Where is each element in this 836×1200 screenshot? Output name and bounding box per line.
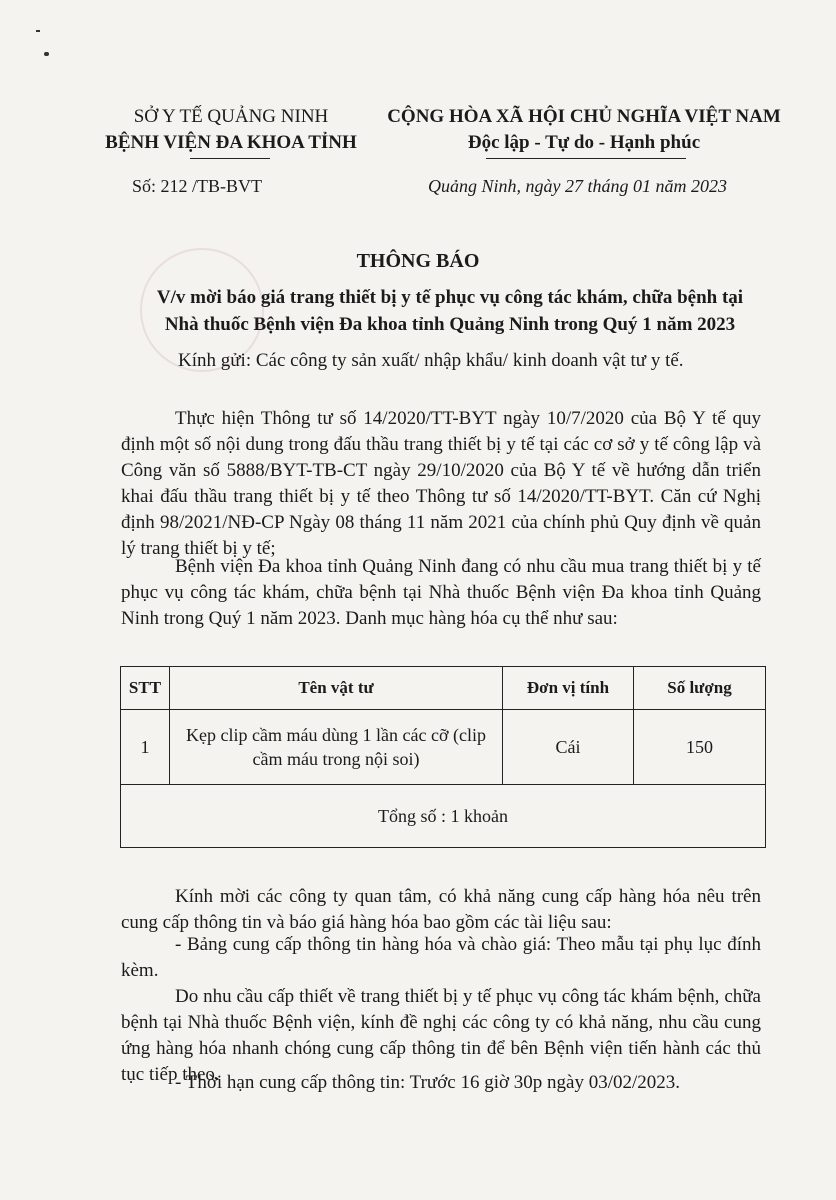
bullet-deadline: - Thời hạn cung cấp thông tin: Trước 16 giờ 30p ngày 03/02/2023.	[175, 1072, 681, 1093]
paragraph-need: Bệnh viện Đa khoa tỉnh Quảng Ninh đang có nhu cầu mua trang thiết bị y tế phục vụ công tác khám, chữa bệnh tại Nhà thuốc Bệnh viện Đa khoa tỉnh Quảng Ninh trong Quý 1 năm 2023. Danh mục hàng hóa cụ thể như sau:	[121, 556, 761, 629]
scan-speck	[44, 52, 49, 56]
document-subject	[110, 284, 790, 338]
table-total-row	[121, 785, 766, 848]
cell-stt: 1	[121, 710, 170, 785]
scan-speck	[36, 30, 40, 32]
paragraph-legal-basis: Thực hiện Thông tư số 14/2020/TT-BYT ngày 10/7/2020 của Bộ Y tế quy định một số nội dung trong đấu thầu trang thiết bị y tế tại các cơ sở y tế công lập và Công văn số 5888/BYT-TB-CT ngày 29/10/2020 của Bộ Y tế về hướng dẫn triển khai đấu thầu trang thiết bị y tế theo Thông tư số 14/2020/TT-BYT. Căn cứ Nghị định 98/2021/NĐ-CP Ngày 08 tháng 11 năm 2021 của chính phủ Quy định về quản lý trang thiết bị y tế;	[121, 408, 761, 559]
document-number: Số: 212 /TB-BVT	[132, 176, 263, 196]
cell-total: Tổng số : 1 khoản	[121, 785, 766, 848]
cell-unit: Cái	[503, 710, 634, 785]
paragraph-request: Do nhu cầu cấp thiết về trang thiết bị y tế phục vụ công tác khám bệnh, chữa bệnh tại Nhà thuốc Bệnh viện, kính đề nghị các công ty có khả năng, nhu cầu cung ứng hàng hóa nhanh chóng cung cấp thông tin để bên Bệnh viện tiến hành các thủ tục tiếp theo.	[121, 986, 761, 1085]
header-unit: Đơn vị tính	[503, 667, 634, 710]
org-line-2: BỆNH VIỆN ĐA KHOA TỈNH	[105, 132, 357, 153]
header-stt: STT	[121, 667, 170, 710]
issuing-organization	[96, 104, 366, 156]
subject-line-2: Nhà thuốc Bệnh viện Đa khoa tỉnh Quảng Ninh trong Quý 1 năm 2023	[164, 314, 736, 335]
table-header-row	[121, 667, 766, 710]
org-underline	[190, 158, 270, 159]
header-quantity: Số lượng	[634, 667, 766, 710]
greeting: Kính gửi: Các công ty sản xuất/ nhập khẩu/ kinh doanh vật tư y tế.	[178, 350, 684, 371]
org-line-1: SỞ Y TẾ QUẢNG NINH	[133, 106, 329, 127]
national-motto	[384, 104, 784, 156]
bullet-price-form: - Bảng cung cấp thông tin hàng hóa và chào giá: Theo mẫu tại phụ lục đính kèm.	[121, 934, 761, 981]
cell-quantity: 150	[634, 710, 766, 785]
nation-line-2: Độc lập - Tự do - Hạnh phúc	[467, 132, 701, 153]
document-title: THÔNG BÁO	[356, 250, 480, 272]
table-row	[121, 710, 766, 785]
motto-underline	[486, 158, 686, 159]
cell-item-name: Kẹp clip cầm máu dùng 1 lần các cỡ (clip cầm máu trong nội soi)	[170, 710, 503, 785]
document-date: Quảng Ninh, ngày 27 tháng 01 năm 2023	[428, 176, 727, 196]
paragraph-invitation: Kính mời các công ty quan tâm, có khả năng cung cấp hàng hóa nêu trên cung cấp thông tin và báo giá hàng hóa bao gồm các tài liệu sau:	[121, 886, 761, 933]
subject-line-1: V/v mời báo giá trang thiết bị y tế phục vụ công tác khám, chữa bệnh tại	[156, 287, 744, 308]
header-item-name: Tên vật tư	[170, 667, 503, 710]
nation-line-1: CỘNG HÒA XÃ HỘI CHỦ NGHĨA VIỆT NAM	[387, 106, 781, 127]
items-table	[120, 666, 766, 848]
